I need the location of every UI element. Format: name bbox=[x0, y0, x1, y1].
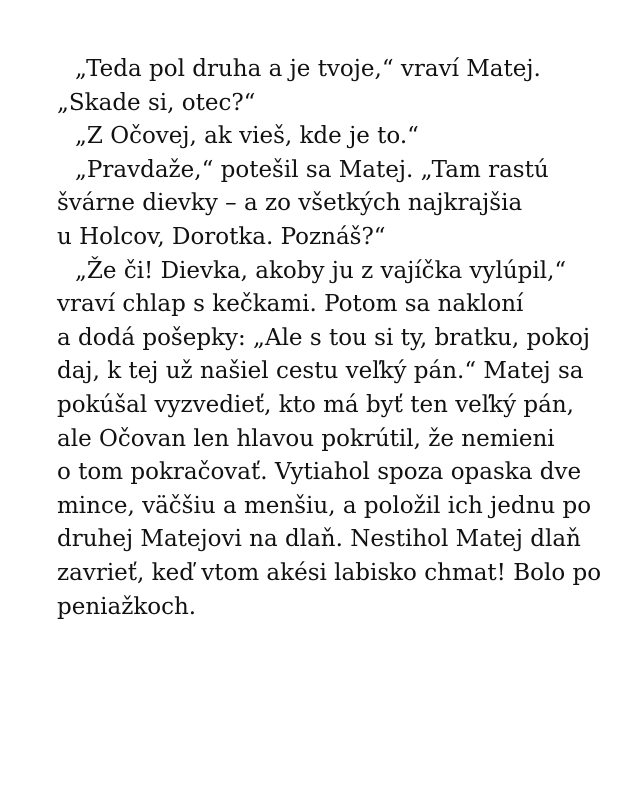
text-line: peniažkoch. bbox=[57, 593, 197, 620]
text-line: daj, k tej už našiel cestu veľký pán.“ Matej sa bbox=[57, 358, 584, 385]
text-line: ale Očovan len hlavou pokrútil, že nemieni bbox=[57, 425, 555, 452]
text-line: švárne dievky – a zo všetkých najkrajšia bbox=[57, 190, 523, 217]
text-line: „Teda pol druha a je tvoje,“ vraví Matej. bbox=[75, 56, 541, 82]
text-line: o tom pokračovať. Vytiahol spoza opaska dve bbox=[57, 459, 582, 486]
text-line: „Skade si, otec?“ bbox=[57, 89, 256, 116]
text-line: „Pravdaže,“ potešil sa Matej. „Tam rastú bbox=[75, 156, 549, 183]
page-text bbox=[57, 53, 602, 624]
text-line: „Že či! Dievka, akoby ju z vajíčka vylúpil,“ bbox=[75, 257, 567, 284]
text-line: u Holcov, Dorotka. Poznáš?“ bbox=[57, 223, 386, 250]
text-line: mince, väčšiu a menšiu, a položil ich jednu po bbox=[57, 492, 592, 519]
text-line: pokúšal vyzvedieť, kto má byť ten veľký pán, bbox=[57, 391, 574, 418]
text-line: vraví chlap s kečkami. Potom sa nakloní bbox=[57, 291, 524, 318]
text-line: „Z Očovej, ak vieš, kde je to.“ bbox=[75, 123, 419, 150]
text-line: a dodá pošepky: „Ale s tou si ty, bratku, pokoj bbox=[57, 324, 590, 351]
text-line: zavrieť, keď vtom akési labisko chmat! Bolo po bbox=[57, 559, 602, 586]
text-line: druhej Matejovi na dlaň. Nestihol Matej dlaň bbox=[57, 526, 581, 553]
